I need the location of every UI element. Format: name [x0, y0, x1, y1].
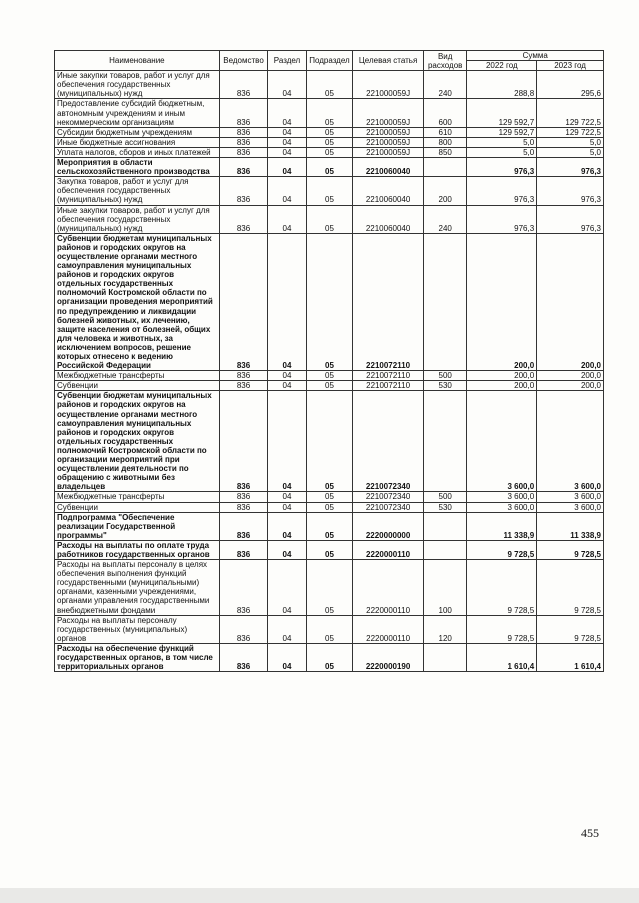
column-header-2023: 2023 год	[537, 61, 604, 71]
scan-edge-strip	[0, 888, 639, 903]
page-number: 455	[581, 826, 599, 840]
cell-subsection: 05	[306, 391, 353, 492]
cell-y2023: 976,3	[537, 158, 604, 177]
cell-dept: 836	[219, 381, 268, 391]
table-row	[55, 147, 604, 157]
cell-target: 221000059J	[353, 99, 424, 127]
cell-dept: 836	[219, 512, 268, 540]
cell-exp-type	[423, 391, 466, 492]
cell-y2022: 976,3	[467, 177, 537, 205]
table-row	[55, 512, 604, 540]
cell-y2022: 129 592,7	[467, 127, 537, 137]
cell-section: 04	[268, 391, 306, 492]
cell-y2023: 3 600,0	[537, 492, 604, 502]
cell-subsection: 05	[306, 127, 353, 137]
cell-target: 2220000190	[353, 643, 424, 671]
cell-target: 2210072110	[353, 233, 424, 370]
table-row	[55, 371, 604, 381]
cell-subsection: 05	[306, 643, 353, 671]
cell-target: 2210060040	[353, 205, 424, 233]
cell-section: 04	[268, 492, 306, 502]
cell-name: Расходы на обеспечение функций государственных органов, в том числе территориальных органов	[55, 643, 220, 671]
cell-exp-type: 240	[423, 71, 466, 99]
cell-name: Расходы на выплаты персоналу в целях обеспечения выполнения функций государственными (муниципальными) органами, казенными учреждениями, органами управления государственными внебюджетными фондами	[55, 560, 220, 616]
cell-y2022: 3 600,0	[467, 492, 537, 502]
cell-dept: 836	[219, 492, 268, 502]
table-row	[55, 71, 604, 99]
cell-target: 221000059J	[353, 137, 424, 147]
table-row	[55, 177, 604, 205]
cell-y2022: 200,0	[467, 233, 537, 370]
cell-subsection: 05	[306, 137, 353, 147]
cell-name: Субсидии бюджетным учреждениям	[55, 127, 220, 137]
cell-y2023: 200,0	[537, 233, 604, 370]
cell-y2022: 11 338,9	[467, 512, 537, 540]
cell-exp-type: 600	[423, 99, 466, 127]
cell-y2022: 288,8	[467, 71, 537, 99]
cell-subsection: 05	[306, 71, 353, 99]
cell-dept: 836	[219, 540, 268, 559]
cell-name: Уплата налогов, сборов и иных платежей	[55, 147, 220, 157]
table-row	[55, 158, 604, 177]
cell-dept: 836	[219, 371, 268, 381]
column-header-subsection: Подраздел	[306, 51, 353, 71]
table-row	[55, 391, 604, 492]
cell-subsection: 05	[306, 512, 353, 540]
cell-dept: 836	[219, 99, 268, 127]
cell-subsection: 05	[306, 502, 353, 512]
cell-exp-type: 530	[423, 381, 466, 391]
column-header-name: Наименование	[55, 51, 220, 71]
cell-subsection: 05	[306, 177, 353, 205]
cell-exp-type: 200	[423, 177, 466, 205]
cell-y2023: 1 610,4	[537, 643, 604, 671]
cell-y2023: 976,3	[537, 177, 604, 205]
cell-section: 04	[268, 502, 306, 512]
cell-name: Иные закупки товаров, работ и услуг для обеспечения государственных (муниципальных) нужд	[55, 205, 220, 233]
cell-y2022: 1 610,4	[467, 643, 537, 671]
cell-subsection: 05	[306, 381, 353, 391]
cell-y2022: 129 592,7	[467, 99, 537, 127]
cell-exp-type: 610	[423, 127, 466, 137]
cell-target: 2210072110	[353, 371, 424, 381]
cell-y2022: 9 728,5	[467, 560, 537, 616]
cell-section: 04	[268, 127, 306, 137]
table-row	[55, 540, 604, 559]
cell-exp-type	[423, 643, 466, 671]
column-header-sum: Сумма	[467, 51, 604, 61]
column-header-2022: 2022 год	[467, 61, 537, 71]
cell-section: 04	[268, 643, 306, 671]
cell-subsection: 05	[306, 158, 353, 177]
cell-name: Иные бюджетные ассигнования	[55, 137, 220, 147]
cell-section: 04	[268, 71, 306, 99]
cell-name: Субвенции	[55, 381, 220, 391]
cell-section: 04	[268, 615, 306, 643]
cell-name: Межбюджетные трансферты	[55, 492, 220, 502]
cell-y2023: 9 728,5	[537, 560, 604, 616]
table-row	[55, 643, 604, 671]
cell-subsection: 05	[306, 615, 353, 643]
cell-name: Межбюджетные трансферты	[55, 371, 220, 381]
table-row	[55, 137, 604, 147]
cell-target: 2220000000	[353, 512, 424, 540]
cell-section: 04	[268, 560, 306, 616]
cell-y2022: 976,3	[467, 205, 537, 233]
cell-subsection: 05	[306, 205, 353, 233]
cell-y2022: 200,0	[467, 381, 537, 391]
cell-y2023: 9 728,5	[537, 615, 604, 643]
table-header	[55, 51, 604, 71]
table-row	[55, 127, 604, 137]
cell-section: 04	[268, 205, 306, 233]
cell-dept: 836	[219, 391, 268, 492]
cell-target: 2210060040	[353, 158, 424, 177]
cell-dept: 836	[219, 560, 268, 616]
cell-name: Расходы на выплаты персоналу государственных (муниципальных) органов	[55, 615, 220, 643]
cell-section: 04	[268, 137, 306, 147]
cell-section: 04	[268, 147, 306, 157]
cell-y2022: 3 600,0	[467, 502, 537, 512]
column-header-section: Раздел	[268, 51, 306, 71]
cell-subsection: 05	[306, 233, 353, 370]
cell-y2022: 200,0	[467, 371, 537, 381]
cell-section: 04	[268, 177, 306, 205]
cell-dept: 836	[219, 502, 268, 512]
cell-name: Закупка товаров, работ и услуг для обеспечения государственных (муниципальных) нужд	[55, 177, 220, 205]
cell-y2022: 9 728,5	[467, 615, 537, 643]
cell-y2022: 5,0	[467, 137, 537, 147]
cell-name: Иные закупки товаров, работ и услуг для обеспечения государственных (муниципальных) нужд	[55, 71, 220, 99]
cell-dept: 836	[219, 177, 268, 205]
cell-dept: 836	[219, 127, 268, 137]
cell-name: Субвенции	[55, 502, 220, 512]
cell-subsection: 05	[306, 371, 353, 381]
cell-y2022: 976,3	[467, 158, 537, 177]
cell-dept: 836	[219, 158, 268, 177]
cell-section: 04	[268, 371, 306, 381]
cell-target: 2220000110	[353, 560, 424, 616]
cell-name: Мероприятия в области сельскохозяйственного производства	[55, 158, 220, 177]
cell-subsection: 05	[306, 492, 353, 502]
cell-name: Субвенции бюджетам муниципальных районов и городских округов на осуществление органами местного самоуправления муниципальных районов и городских округов отдельных государственных полномочий Костромской области по организации проведения мероприятий по предупреждению и ликвидации болезней животных, их лечению, защите населения от болезней, общих для человека и животных, за исключением вопросов, решение которых отнесено к ведению Российской Федерации	[55, 233, 220, 370]
cell-exp-type: 530	[423, 502, 466, 512]
cell-target: 2210060040	[353, 177, 424, 205]
cell-exp-type	[423, 540, 466, 559]
cell-subsection: 05	[306, 560, 353, 616]
cell-subsection: 05	[306, 147, 353, 157]
cell-y2022: 9 728,5	[467, 540, 537, 559]
cell-target: 2210072110	[353, 381, 424, 391]
cell-target: 2220000110	[353, 540, 424, 559]
table-row	[55, 560, 604, 616]
cell-y2023: 9 728,5	[537, 540, 604, 559]
cell-y2023: 976,3	[537, 205, 604, 233]
cell-y2023: 3 600,0	[537, 391, 604, 492]
cell-dept: 836	[219, 643, 268, 671]
table-row	[55, 615, 604, 643]
cell-subsection: 05	[306, 99, 353, 127]
cell-target: 2210072340	[353, 391, 424, 492]
table-row	[55, 502, 604, 512]
table-row	[55, 492, 604, 502]
column-header-dept: Ведомство	[219, 51, 268, 71]
cell-subsection: 05	[306, 540, 353, 559]
cell-y2023: 200,0	[537, 381, 604, 391]
cell-dept: 836	[219, 71, 268, 99]
column-header-exp-type: Вид расходов	[423, 51, 466, 71]
cell-target: 221000059J	[353, 127, 424, 137]
table-body	[55, 71, 604, 672]
cell-y2023: 11 338,9	[537, 512, 604, 540]
cell-y2023: 129 722,5	[537, 99, 604, 127]
cell-y2022: 3 600,0	[467, 391, 537, 492]
cell-y2023: 3 600,0	[537, 502, 604, 512]
cell-exp-type: 500	[423, 371, 466, 381]
cell-dept: 836	[219, 147, 268, 157]
cell-exp-type: 500	[423, 492, 466, 502]
budget-table	[54, 50, 604, 672]
cell-name: Расходы на выплаты по оплате труда работников государственных органов	[55, 540, 220, 559]
cell-y2023: 129 722,5	[537, 127, 604, 137]
cell-y2023: 200,0	[537, 371, 604, 381]
table-row	[55, 381, 604, 391]
cell-dept: 836	[219, 615, 268, 643]
cell-target: 2210072340	[353, 502, 424, 512]
cell-exp-type: 800	[423, 137, 466, 147]
cell-name: Предоставление субсидий бюджетным, автономным учреждениям и иным некоммерческим организациям	[55, 99, 220, 127]
cell-exp-type: 240	[423, 205, 466, 233]
table-row	[55, 99, 604, 127]
cell-dept: 836	[219, 205, 268, 233]
cell-exp-type: 850	[423, 147, 466, 157]
table-row	[55, 205, 604, 233]
cell-name: Субвенции бюджетам муниципальных районов и городских округов на осуществление органами местного самоуправления муниципальных районов и городских округов отдельных государственных полномочий Костромской области по организации мероприятий при осуществлении деятельности по обращению с животными без владельцев	[55, 391, 220, 492]
cell-y2023: 5,0	[537, 137, 604, 147]
cell-section: 04	[268, 158, 306, 177]
cell-exp-type	[423, 233, 466, 370]
cell-section: 04	[268, 233, 306, 370]
cell-y2023: 295,6	[537, 71, 604, 99]
cell-target: 2210072340	[353, 492, 424, 502]
table-row	[55, 233, 604, 370]
cell-target: 2220000110	[353, 615, 424, 643]
cell-section: 04	[268, 99, 306, 127]
cell-target: 221000059J	[353, 147, 424, 157]
cell-dept: 836	[219, 137, 268, 147]
cell-exp-type	[423, 512, 466, 540]
cell-exp-type: 100	[423, 560, 466, 616]
cell-dept: 836	[219, 233, 268, 370]
column-header-target: Целевая статья	[353, 51, 424, 71]
cell-y2022: 5,0	[467, 147, 537, 157]
cell-exp-type: 120	[423, 615, 466, 643]
cell-exp-type	[423, 158, 466, 177]
cell-section: 04	[268, 512, 306, 540]
cell-section: 04	[268, 540, 306, 559]
cell-y2023: 5,0	[537, 147, 604, 157]
cell-target: 221000059J	[353, 71, 424, 99]
cell-section: 04	[268, 381, 306, 391]
cell-name: Подпрограмма "Обеспечение реализации Государственной программы"	[55, 512, 220, 540]
